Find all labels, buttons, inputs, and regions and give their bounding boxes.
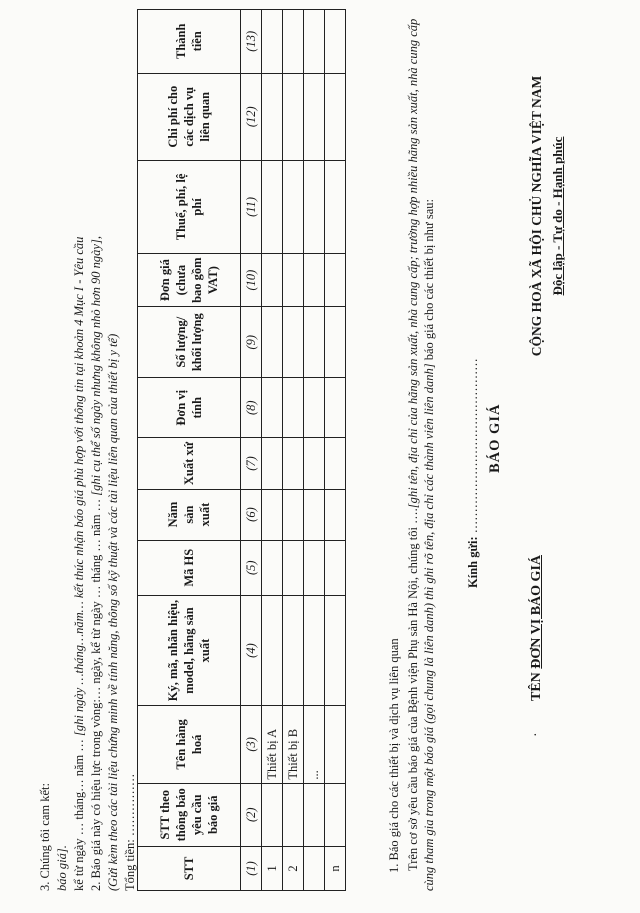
intro-paragraph: Trên cơ sở yêu cầu báo giá của Bệnh viện Phụ sản Hà Nội, chúng tôi ….[ghi tên, địa chỉ của hãng sản xuất, nhà cung cấp; trường hợp nhiều hãng sản xuất, nhà cung cấp cùng tham gia trong một báo giá (gọi chung là liên danh) thì ghi rõ tên, địa chỉ các thành viên liên danh] báo giá cho các thiết bị như sau: [406,18,437,891]
quotation-table [137,9,346,891]
col-header: Số lượng/ khối lượng [138,307,241,378]
table-row: n [325,10,346,891]
table-header-row [138,10,241,891]
col-header: Năm sản xuất [138,489,241,540]
greeting: Kính gửi: …………………………………… [466,358,480,588]
validity-line-3: báo giá]. [55,845,69,891]
col-header: Mã HS [138,540,241,595]
commitment-heading: 3. Chúng tôi cam kết: [38,783,52,891]
national-motto: Độc lập - Tự do - Hạnh phúc [550,136,565,296]
col-header: STT theo thông báo yêu cầu báo giá [138,783,241,846]
col-header: Đơn giá (chưa bao gồm VAT) [138,253,241,306]
col-header: Ký, mã, nhãn hiệu, model, hãng sản xuất [138,595,241,705]
scan-dot: · [529,732,544,737]
validity-line-2: kể từ ngày … tháng… năm … [ghi ngày …tháng…năm… kết thúc nhận báo giá phù hợp với thông tin tại khoản 4 Mục I - Yêu cầu [72,236,86,891]
document-title: BÁO GIÁ [487,403,503,473]
col-header: STT [138,846,241,890]
table-row: ... [304,10,325,891]
attachment-note: (Gửi kèm theo các tài liệu chứng minh về tính năng, thông số kỹ thuật và các tài liệu liên quan của thiết bị y tế) [106,333,120,891]
col-header: Đơn vị tính [138,378,241,438]
col-header: Thuế, phí, lệ phí [138,160,241,253]
section-1-heading: 1. Báo giá cho các thiết bị và dịch vụ liên quan [387,638,401,873]
col-header: Thành tiền [138,10,241,74]
org-name-heading: TÊN ĐƠN VỊ BÁO GIÁ [529,555,544,701]
col-header: Xuất xứ [138,438,241,489]
validity-line-1: 2. Báo giá này có hiệu lực trong vòng:… ngày, kể từ ngày … tháng … năm … [ghi cụ thể số ngày nhưng không nhỏ hơn 90 ngày], [89,236,103,891]
table-row: 1 Thiết bị A [262,10,283,891]
col-header: Tên hàng hoá [138,706,241,783]
table-row: 2 Thiết bị B [283,10,304,891]
table-number-row: (1) (2) (3) (4) (5) (6) (7) (8) (9) (10) (11) (12) (13) [241,10,262,891]
national-title: CỘNG HOÀ XÃ HỘI CHỦ NGHĨA VIỆT NAM [529,75,544,357]
total-line: Tổng tiền: …………… [123,773,137,891]
col-header: Chi phí cho các dịch vụ liên quan [138,73,241,160]
